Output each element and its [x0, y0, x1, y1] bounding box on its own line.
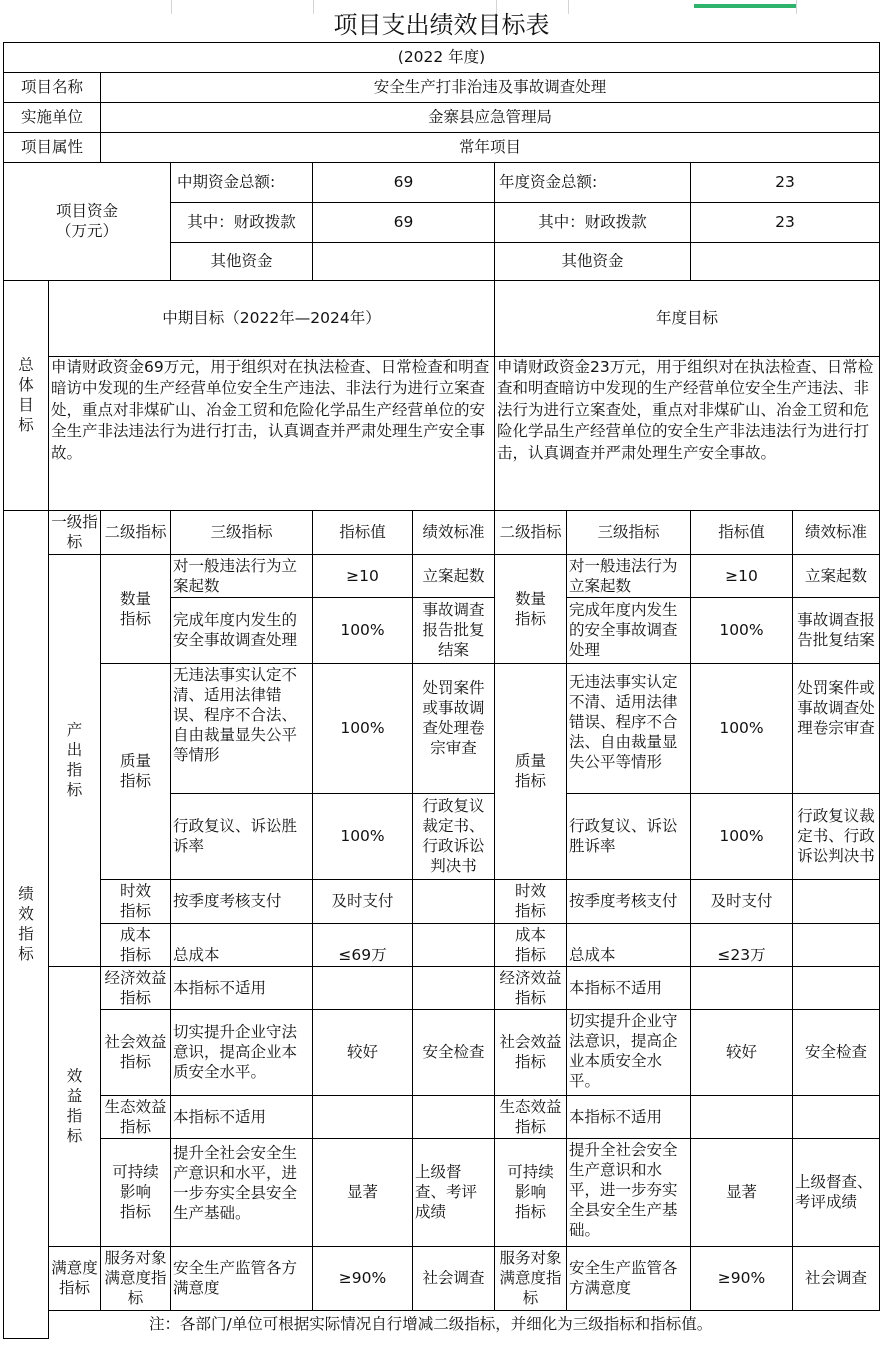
- g1-yr-std: [793, 1095, 880, 1138]
- k1-mid-name: 提升全社会安全生产意识和水平，进一步夯实全县安全生产基础。: [171, 1138, 313, 1246]
- q2-yr-name: 完成年度内发生的安全事故调查处理: [567, 597, 691, 663]
- g1-yr-name: 本指标不适用: [567, 1095, 691, 1138]
- m1-yr-std: 社会调查: [793, 1246, 880, 1310]
- t1-yr-std: [793, 879, 880, 923]
- year-fiscal-label: 其中：财政拨款: [495, 202, 691, 242]
- ql1-mid-std: 处罚案件或事故调查处理卷宗审查: [413, 663, 495, 793]
- ql2-yr-value: 100%: [691, 793, 793, 879]
- s1-mid-value: 较好: [313, 1009, 413, 1095]
- footnote: 注：各部门/单位可根据实际情况自行增减二级指标，并细化为三级指标和指标值。: [149, 1315, 713, 1334]
- header-standard-year: 绩效标准: [793, 510, 880, 554]
- s1-yr-name: 切实提升企业守法意识，提高企业本质安全水平。: [567, 1009, 691, 1095]
- s1-yr-value: 较好: [691, 1009, 793, 1095]
- e1-yr-value: [691, 966, 793, 1009]
- ql1-yr-std: 处罚案件或事故调查处理卷宗审查: [793, 663, 880, 793]
- satis-sub-label-mid: 服务对象满意度指标: [101, 1246, 171, 1310]
- e1-mid-std: [413, 966, 495, 1009]
- m1-yr-value: ≥90%: [691, 1246, 793, 1310]
- year-label: (2022 年度): [4, 42, 880, 72]
- ql1-yr-name: 无违法事实认定不清、适用法律错误、程序不合法、自由裁量显失公平等情形: [567, 663, 691, 793]
- e1-yr-std: [793, 966, 880, 1009]
- e1-mid-value: [313, 966, 413, 1009]
- header-level2-mid: 二级指标: [101, 510, 171, 554]
- header-level3-year: 三级指标: [567, 510, 691, 554]
- header-value-mid: 指标值: [313, 510, 413, 554]
- k1-mid-value: 显著: [313, 1138, 413, 1246]
- economic-label-mid: 经济效益指标: [101, 966, 171, 1009]
- mid-fiscal-value: 69: [313, 202, 495, 242]
- m1-yr-name: 安全生产监管各方满意度: [567, 1246, 691, 1310]
- page-title: 项目支出绩效目标表: [4, 8, 880, 42]
- attr-value: 常年项目: [101, 132, 880, 162]
- k1-yr-std: 上级督查、考评成绩: [793, 1138, 880, 1246]
- q2-yr-std: 事故调查报告批复结案: [793, 597, 880, 663]
- g1-mid-name: 本指标不适用: [171, 1095, 313, 1138]
- g1-mid-std: [413, 1095, 495, 1138]
- ql2-mid-name: 行政复议、诉讼胜诉率: [171, 793, 313, 879]
- output-label: 产 出 指 标: [49, 554, 101, 966]
- ql1-mid-value: 100%: [313, 663, 413, 793]
- k1-yr-value: 显著: [691, 1138, 793, 1246]
- header-level2-year: 二级指标: [495, 510, 567, 554]
- year-target-text: 申请财政资金23万元，用于组织对在执法检查、日常检查和明查暗访中发现的生产经营单位安全生产违法、非法行为进行立案查处，重点对非煤矿山、冶金工贸和危险化学品生产经营单位的安全生产非法违法行为进行打击，认真调查并严肃处理生产安全事故。: [495, 356, 880, 510]
- performance-table: [3, 8, 880, 1339]
- quality-label-mid: 质量 指标: [101, 663, 171, 879]
- eco-label-year: 生态效益指标: [495, 1095, 567, 1138]
- q2-mid-std: 事故调查报告批复结案: [413, 597, 495, 663]
- unit-value: 金寨县应急管理局: [101, 102, 880, 132]
- time-label-mid: 时效 指标: [101, 879, 171, 923]
- g1-mid-value: [313, 1095, 413, 1138]
- c1-yr-name: 总成本: [567, 923, 691, 966]
- performance-label: 绩 效 指 标: [4, 510, 49, 1338]
- t1-yr-name: 按季度考核支付: [567, 879, 691, 923]
- eco-label-mid: 生态效益指标: [101, 1095, 171, 1138]
- mid-target-header: 中期目标（2022年—2024年）: [49, 280, 495, 356]
- ql2-mid-value: 100%: [313, 793, 413, 879]
- mid-total-value: 69: [313, 162, 495, 202]
- social-label-mid: 社会效益指标: [101, 1009, 171, 1095]
- q1-yr-value: ≥10: [691, 554, 793, 597]
- year-other-label: 其他资金: [495, 242, 691, 280]
- ql2-mid-std: 行政复议裁定书、行政诉讼判决书: [413, 793, 495, 879]
- c1-yr-std: [793, 923, 880, 966]
- funds-label: 项目资金 （万元）: [4, 162, 171, 280]
- e1-yr-name: 本指标不适用: [567, 966, 691, 1009]
- m1-mid-name: 安全生产监管各方满意度: [171, 1246, 313, 1310]
- cost-label-year: 成本 指标: [495, 923, 567, 966]
- g1-yr-value: [691, 1095, 793, 1138]
- t1-mid-std: [413, 879, 495, 923]
- q2-mid-value: 100%: [313, 597, 413, 663]
- mid-other-value: [313, 242, 495, 280]
- year-other-value: [691, 242, 880, 280]
- quantity-label-mid: 数量 指标: [101, 554, 171, 663]
- q2-yr-value: 100%: [691, 597, 793, 663]
- satisfaction-label: 满意度指标: [49, 1246, 101, 1310]
- m1-mid-value: ≥90%: [313, 1246, 413, 1310]
- time-label-year: 时效 指标: [495, 879, 567, 923]
- t1-mid-name: 按季度考核支付: [171, 879, 313, 923]
- sustain-label-year: 可持续 影响 指标: [495, 1138, 567, 1246]
- header-level1: 一级指标: [49, 510, 101, 554]
- sustain-label-mid: 可持续 影响 指标: [101, 1138, 171, 1246]
- header-level3-mid: 三级指标: [171, 510, 313, 554]
- year-total-value: 23: [691, 162, 880, 202]
- social-label-year: 社会效益指标: [495, 1009, 567, 1095]
- benefit-label: 效 益 指 标: [49, 966, 101, 1246]
- mid-total-label: 中期资金总额:: [171, 162, 313, 202]
- year-target-header: 年度目标: [495, 280, 880, 356]
- m1-mid-std: 社会调查: [413, 1246, 495, 1310]
- satis-sub-label-year: 服务对象满意度指标: [495, 1246, 567, 1310]
- header-value-year: 指标值: [691, 510, 793, 554]
- unit-label: 实施单位: [4, 102, 101, 132]
- year-fiscal-value: 23: [691, 202, 880, 242]
- ql2-yr-std: 行政复议裁定书、行政诉讼判决书: [793, 793, 880, 879]
- header-standard-mid: 绩效标准: [413, 510, 495, 554]
- cost-label-mid: 成本 指标: [101, 923, 171, 966]
- overall-target-label: 总 体 目 标: [4, 280, 49, 510]
- c1-yr-value: ≤23万: [691, 923, 793, 966]
- q1-yr-std: 立案起数: [793, 554, 880, 597]
- s1-mid-std: 安全检查: [413, 1009, 495, 1095]
- attr-label: 项目属性: [4, 132, 101, 162]
- q2-mid-name: 完成年度内发生的安全事故调查处理: [171, 597, 313, 663]
- year-total-label: 年度资金总额:: [495, 162, 691, 202]
- project-name-value: 安全生产打非治违及事故调查处理: [101, 72, 880, 102]
- q1-mid-name: 对一般违法行为立案起数: [171, 554, 313, 597]
- c1-mid-std: [413, 923, 495, 966]
- c1-mid-value: ≤69万: [313, 923, 413, 966]
- mid-target-text: 申请财政资金69万元，用于组织对在执法检查、日常检查和明查暗访中发现的生产经营单位安全生产违法、非法行为进行立案查处，重点对非煤矿山、冶金工贸和危险化学品生产经营单位的安全生产非法违法行为进行打击，认真调查并严肃处理生产安全事故。: [49, 356, 495, 510]
- k1-yr-name: 提升全社会安全生产意识和水平，进一步夯实全县安全生产基础。: [567, 1138, 691, 1246]
- economic-label-year: 经济效益指标: [495, 966, 567, 1009]
- s1-mid-name: 切实提升企业守法意识，提高企业本质安全水平。: [171, 1009, 313, 1095]
- mid-fiscal-label: 其中：财政拨款: [171, 202, 313, 242]
- t1-yr-value: 及时支付: [691, 879, 793, 923]
- e1-mid-name: 本指标不适用: [171, 966, 313, 1009]
- ql2-yr-name: 行政复议、诉讼胜诉率: [567, 793, 691, 879]
- q1-mid-value: ≥10: [313, 554, 413, 597]
- q1-mid-std: 立案起数: [413, 554, 495, 597]
- ql1-yr-value: 100%: [691, 663, 793, 793]
- ql1-mid-name: 无违法事实认定不清、适用法律错误、程序不合法、自由裁量显失公平等情形: [171, 663, 313, 793]
- quantity-label-year: 数量 指标: [495, 554, 567, 663]
- c1-mid-name: 总成本: [171, 923, 313, 966]
- mid-other-label: 其他资金: [171, 242, 313, 280]
- project-name-label: 项目名称: [4, 72, 101, 102]
- quality-label-year: 质量 指标: [495, 663, 567, 879]
- t1-mid-value: 及时支付: [313, 879, 413, 923]
- s1-yr-std: 安全检查: [793, 1009, 880, 1095]
- k1-mid-std: 上级督查、考评成绩: [413, 1138, 495, 1246]
- q1-yr-name: 对一般违法行为立案起数: [567, 554, 691, 597]
